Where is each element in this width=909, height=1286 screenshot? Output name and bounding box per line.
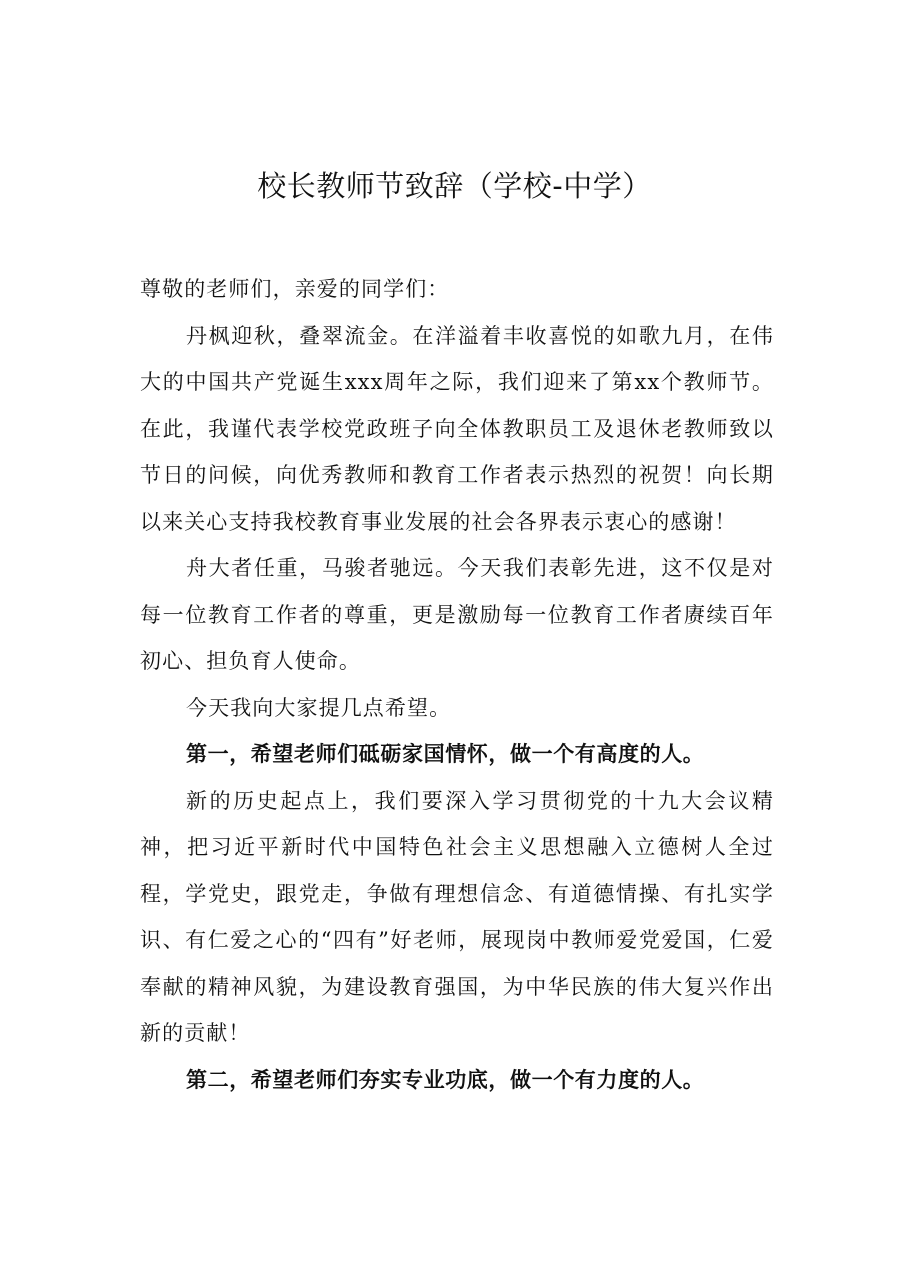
section-heading-first: 第一，希望老师们砥砺家国情怀，做一个有高度的人。 [186,742,705,766]
document-body [140,266,774,1103]
paragraph-opening: 丹枫迎秋，叠翠流金。在洋溢着丰收喜悦的如歌九月，在伟大的中国共产党诞生xxx周年之际，我们迎来了第xx个教师节。在此，我谨代表学校党政班子向全体教职员工及退休老教师致以节日的问候，向优秀教师和教育工作者表示热烈的祝贺！向长期以来关心支持我校教育事业发展的社会各界表示衷心的感谢！ [140,323,774,534]
greeting: 尊敬的老师们，亲爱的同学们： [140,277,450,301]
section-heading-second: 第二，希望老师们夯实专业功底，做一个有力度的人。 [186,1067,705,1092]
paragraph-commendation: 舟大者任重，马骏者驰远。今天我们表彰先进，这不仅是对每一位教育工作者的尊重，更是激励每一位教育工作者赓续百年初心、担负育人使命。 [140,556,774,673]
paragraph-first-hope: 新的历史起点上，我们要深入学习贯彻党的十九大会议精神，把习近平新时代中国特色社会主义思想融入立德树人全过程，学党史，跟党走，争做有理想信念、有道德情操、有扎实学识、有仁爱之心的“四有”好老师，展现岗中教师爱党爱国，仁爱奉献的精神风貌，为建设教育强国，为中华民族的伟大复兴作出新的贡献！ [140,788,774,1045]
paragraph-hopes-intro: 今天我向大家提几点希望。 [186,695,452,720]
document-title: 校长教师节致辞（学校-中学） [257,169,652,203]
